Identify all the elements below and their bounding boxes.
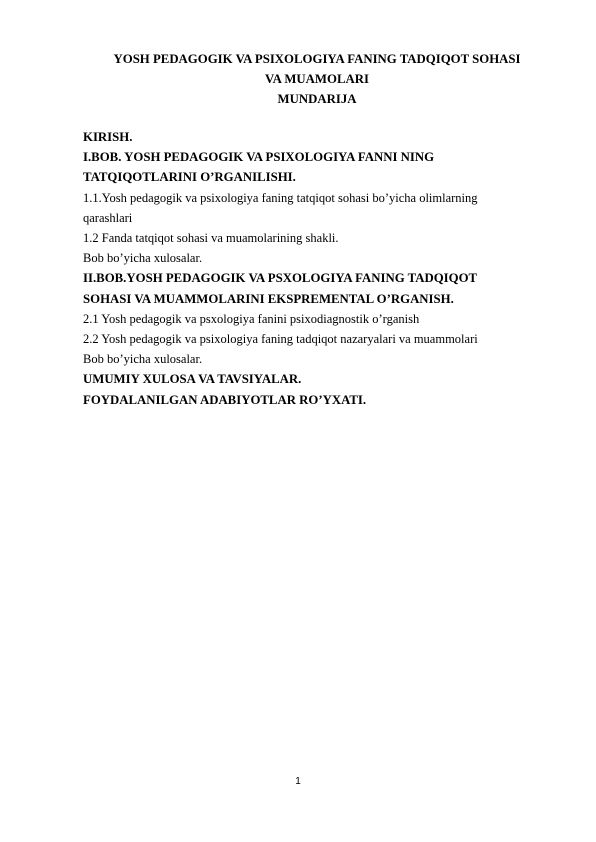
toc-item-chapter-1-conclusions: Bob bo’yicha xulosalar. — [83, 251, 203, 266]
toc-item-chapter-1-line-1: I.BOB. YOSH PEDAGOGIK VA PSIXOLOGIYA FANNI NING — [83, 150, 435, 165]
toc-item-references: FOYDALANILGAN ADABIYOTLAR RO’YXATI. — [83, 392, 367, 407]
toc-item-chapter-1-line-2: TATQIQOTLARINI O’RGANILISHI. — [83, 170, 296, 185]
toc-item-section-1-1-line-2: qarashlari — [83, 210, 133, 225]
title-line-1: YOSH PEDAGOGIK VA PSIXOLOGIYA FANING TADQIQOT SOHASI — [113, 52, 521, 66]
table-of-contents — [83, 127, 553, 410]
toc-item-section-2-1: 2.1 Yosh pedagogik va psxologiya fanini psixodiagnostik o’rganish — [83, 311, 420, 326]
toc-item-section-1-2: 1.2 Fanda tatqiqot sohasi va muamolarining shakli. — [83, 231, 339, 246]
toc-item-section-1-1-line-1: 1.1.Yosh pedagogik va psixologiya faning tatqiqot sohasi bo’yicha olimlarning — [83, 190, 478, 205]
toc-item-introduction: KIRISH. — [83, 130, 133, 144]
document-title — [84, 49, 550, 109]
toc-item-general-conclusions: UMUMIY XULOSA VA TAVSIYALAR. — [83, 372, 302, 387]
toc-item-chapter-2-conclusions: Bob bo’yicha xulosalar. — [83, 352, 203, 367]
toc-item-chapter-2-line-2: SOHASI VA MUAMMOLARINI EKSPREMENTAL O’RGANISH. — [83, 291, 454, 306]
toc-item-section-2-2: 2.2 Yosh pedagogik va psixologiya faning tadqiqot nazaryalari va muammolari — [83, 332, 478, 347]
title-line-2: VA MUAMOLARI — [265, 72, 369, 86]
contents-heading: MUNDARIJA — [277, 92, 357, 106]
toc-item-chapter-2-line-1: II.BOB.YOSH PEDAGOGIK VA PSXOLOGIYA FANING TADQIQOT — [83, 271, 478, 286]
page-number: 1 — [295, 776, 301, 787]
